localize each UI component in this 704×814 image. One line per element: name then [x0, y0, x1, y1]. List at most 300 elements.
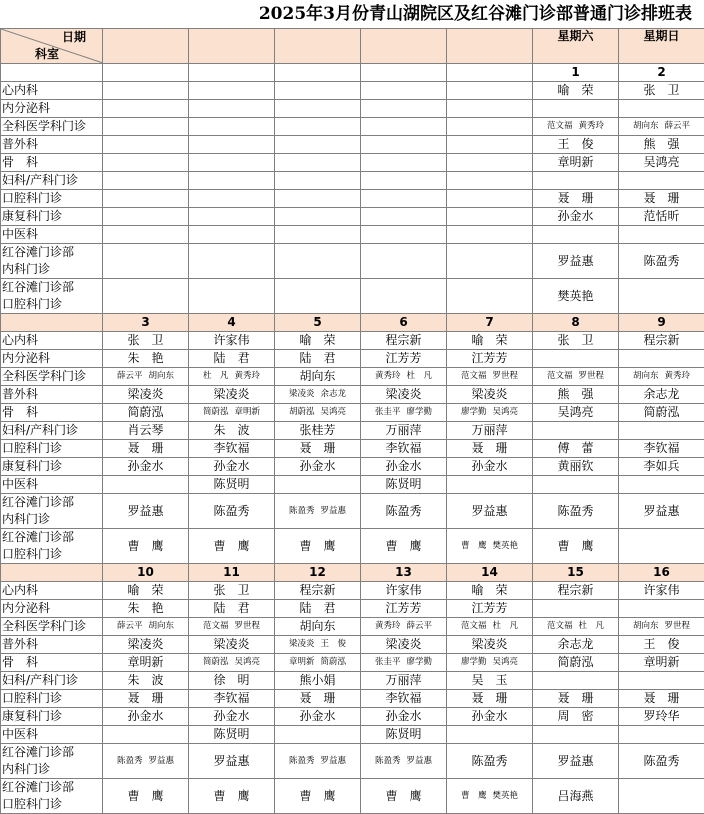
- schedule-cell: [533, 476, 619, 494]
- schedule-cell: 罗益惠: [447, 494, 533, 529]
- department-label: 中医科: [1, 726, 103, 744]
- schedule-cell: [189, 244, 275, 279]
- schedule-cell: [619, 672, 704, 690]
- schedule-cell: 聂 珊: [447, 690, 533, 708]
- schedule-cell: 胡向东: [275, 618, 361, 636]
- doctor-name: 罗世程: [665, 619, 691, 634]
- schedule-cell: [447, 726, 533, 744]
- date-number: 7: [447, 314, 533, 332]
- schedule-cell: [619, 100, 704, 118]
- schedule-cell: 傅 蕾: [533, 440, 619, 458]
- schedule-cell: 陈贤明: [189, 476, 275, 494]
- schedule-cell: 曹 鹰: [361, 529, 447, 564]
- department-label: 红谷滩门诊部 内科门诊: [1, 744, 103, 779]
- date-row-label: [1, 564, 103, 582]
- schedule-cell: 李钦福: [361, 440, 447, 458]
- department-label: 口腔科门诊: [1, 690, 103, 708]
- schedule-cell: [619, 172, 704, 190]
- schedule-cell: 梁凌炎: [103, 636, 189, 654]
- schedule-cell: 吴鸿亮: [533, 404, 619, 422]
- schedule-cell: [189, 618, 275, 636]
- table-row: [1, 476, 704, 494]
- table-row: [1, 726, 704, 744]
- schedule-cell: [275, 172, 361, 190]
- table-row: [1, 458, 704, 476]
- doctor-name: 薛云平: [665, 119, 691, 134]
- doctor-name: 范文福: [547, 369, 573, 384]
- schedule-cell: 万丽萍: [361, 672, 447, 690]
- schedule-cell: [447, 154, 533, 172]
- schedule-cell: [103, 118, 189, 136]
- schedule-cell: 聂 珊: [619, 190, 704, 208]
- schedule-cell: [447, 618, 533, 636]
- doctor-name: 曹 鹰: [461, 539, 487, 554]
- schedule-cell: 万丽萍: [447, 422, 533, 440]
- schedule-cell: [619, 529, 704, 564]
- doctor-name: 吴鸿亮: [321, 405, 347, 420]
- schedule-cell: 简蔚泓: [619, 404, 704, 422]
- doctor-name: 范文福: [203, 619, 229, 634]
- schedule-cell: [103, 744, 189, 779]
- schedule-cell: [361, 100, 447, 118]
- schedule-cell: [103, 154, 189, 172]
- schedule-cell: 聂 珊: [619, 690, 704, 708]
- weekday-cell: [103, 29, 189, 64]
- schedule-cell: [103, 136, 189, 154]
- weekday-cell: [447, 29, 533, 64]
- schedule-cell: 曹 鹰: [103, 779, 189, 814]
- schedule-cell: [103, 244, 189, 279]
- schedule-cell: [447, 529, 533, 564]
- schedule-cell: [275, 386, 361, 404]
- doctor-name: 黄秀玲: [375, 619, 401, 634]
- doctor-name: 章明新: [289, 655, 315, 670]
- schedule-cell: 简蔚泓: [103, 404, 189, 422]
- schedule-cell: [275, 279, 361, 314]
- doctor-name: 廖学勤: [461, 405, 487, 420]
- schedule-cell: [275, 654, 361, 672]
- schedule-cell: [275, 190, 361, 208]
- schedule-cell: 章明新: [619, 654, 704, 672]
- schedule-cell: [189, 404, 275, 422]
- doctor-name: 杜 凡: [203, 369, 229, 384]
- schedule-cell: 曹 鹰: [189, 529, 275, 564]
- table-row: [1, 279, 704, 314]
- schedule-cell: [103, 190, 189, 208]
- schedule-cell: 聂 珊: [103, 440, 189, 458]
- doctor-name: 廖学勤: [407, 655, 433, 670]
- doctor-name: 陈盈秀: [117, 754, 143, 769]
- schedule-cell: [361, 404, 447, 422]
- schedule-cell: [103, 618, 189, 636]
- doctor-name: 陈盈秀: [289, 504, 315, 519]
- department-label: 中医科: [1, 226, 103, 244]
- department-label: 内分泌科: [1, 350, 103, 368]
- schedule-cell: 孙金水: [275, 708, 361, 726]
- schedule-cell: 陈盈秀: [447, 744, 533, 779]
- doctor-name: 胡向东: [633, 369, 659, 384]
- schedule-cell: 陈贤明: [189, 726, 275, 744]
- schedule-cell: 王 俊: [533, 136, 619, 154]
- schedule-cell: 陈盈秀: [619, 744, 704, 779]
- date-number: 16: [619, 564, 704, 582]
- schedule-cell: [275, 82, 361, 100]
- schedule-cell: 孙金水: [103, 708, 189, 726]
- schedule-cell: 肖云琴: [103, 422, 189, 440]
- schedule-cell: 孙金水: [103, 458, 189, 476]
- doctor-name: 罗世程: [493, 369, 519, 384]
- date-number: [189, 64, 275, 82]
- schedule-cell: 朱 艳: [103, 600, 189, 618]
- schedule-cell: [103, 279, 189, 314]
- date-row: [1, 564, 704, 582]
- doctor-name: 罗益惠: [321, 754, 347, 769]
- doctor-name: 胡向东: [149, 369, 175, 384]
- doctor-name: 陈盈秀: [289, 754, 315, 769]
- doctor-name: 张圭平: [375, 405, 401, 420]
- table-row: [1, 529, 704, 564]
- schedule-cell: 程宗新: [361, 332, 447, 350]
- schedule-cell: 李钦福: [189, 690, 275, 708]
- schedule-cell: 梁凌炎: [361, 636, 447, 654]
- schedule-cell: 梁凌炎: [447, 636, 533, 654]
- schedule-cell: 孙金水: [447, 458, 533, 476]
- department-label: 骨 科: [1, 654, 103, 672]
- schedule-cell: 孙金水: [533, 208, 619, 226]
- schedule-cell: 朱 艳: [103, 350, 189, 368]
- doctor-name: 薛云平: [117, 619, 143, 634]
- date-number: 15: [533, 564, 619, 582]
- schedule-cell: 罗玲华: [619, 708, 704, 726]
- doctor-name: 胡向东: [149, 619, 175, 634]
- schedule-cell: [361, 190, 447, 208]
- schedule-cell: [103, 208, 189, 226]
- date-number: 3: [103, 314, 189, 332]
- schedule-cell: [189, 118, 275, 136]
- doctor-name: 范文福: [461, 619, 487, 634]
- schedule-cell: [275, 118, 361, 136]
- department-label: 全科医学科门诊: [1, 118, 103, 136]
- schedule-cell: [103, 368, 189, 386]
- doctor-name: 杜 凡: [407, 369, 433, 384]
- schedule-cell: [619, 618, 704, 636]
- table-row: [1, 672, 704, 690]
- schedule-cell: 罗益惠: [533, 244, 619, 279]
- schedule-cell: 孙金水: [275, 458, 361, 476]
- date-number: [447, 64, 533, 82]
- date-number: 10: [103, 564, 189, 582]
- table-row: [1, 744, 704, 779]
- schedule-cell: 胡向东: [275, 368, 361, 386]
- department-label: 全科医学科门诊: [1, 618, 103, 636]
- department-label: 骨 科: [1, 154, 103, 172]
- department-label: 妇科/产科门诊: [1, 172, 103, 190]
- schedule-cell: 张 卫: [189, 582, 275, 600]
- schedule-cell: 孙金水: [189, 708, 275, 726]
- schedule-cell: [275, 154, 361, 172]
- doctor-name: 罗益惠: [407, 754, 433, 769]
- schedule-cell: 聂 珊: [275, 440, 361, 458]
- schedule-cell: [361, 618, 447, 636]
- schedule-cell: 陈盈秀: [361, 494, 447, 529]
- doctor-name: 黄秀玲: [375, 369, 401, 384]
- schedule-cell: [275, 476, 361, 494]
- date-row-label: [1, 314, 103, 332]
- table-row: [1, 386, 704, 404]
- schedule-cell: [361, 208, 447, 226]
- doctor-name: 范文福: [461, 369, 487, 384]
- schedule-cell: 李钦福: [189, 440, 275, 458]
- schedule-cell: [619, 279, 704, 314]
- doctor-name: 梁凌炎: [289, 637, 315, 652]
- table-row: [1, 708, 704, 726]
- schedule-cell: [619, 779, 704, 814]
- schedule-cell: 陆 君: [189, 600, 275, 618]
- schedule-cell: 吴 玉: [447, 672, 533, 690]
- header-row: [1, 29, 704, 64]
- schedule-cell: 吕海燕: [533, 779, 619, 814]
- doctor-name: 张圭平: [375, 655, 401, 670]
- schedule-cell: 朱 波: [189, 422, 275, 440]
- schedule-cell: [275, 636, 361, 654]
- schedule-cell: [447, 100, 533, 118]
- schedule-cell: [361, 118, 447, 136]
- schedule-cell: 梁凌炎: [447, 386, 533, 404]
- schedule-cell: [447, 136, 533, 154]
- doctor-name: 胡向东: [633, 619, 659, 634]
- doctor-name: 罗益惠: [149, 754, 175, 769]
- doctor-name: 薛云平: [407, 619, 433, 634]
- schedule-cell: 程宗新: [275, 582, 361, 600]
- department-label: 红谷滩门诊部 口腔科门诊: [1, 529, 103, 564]
- schedule-cell: 张桂芳: [275, 422, 361, 440]
- date-number: [361, 64, 447, 82]
- schedule-cell: [447, 404, 533, 422]
- schedule-cell: [275, 744, 361, 779]
- schedule-cell: 陈盈秀: [189, 494, 275, 529]
- doctor-name: 余志龙: [321, 387, 347, 402]
- schedule-cell: 孙金水: [189, 458, 275, 476]
- table-row: [1, 244, 704, 279]
- schedule-cell: [361, 82, 447, 100]
- doctor-name: 简蔚泓: [203, 655, 229, 670]
- date-number: 14: [447, 564, 533, 582]
- date-number: 11: [189, 564, 275, 582]
- schedule-cell: 梁凌炎: [103, 386, 189, 404]
- date-label: 日期: [62, 30, 86, 45]
- schedule-cell: 章明新: [103, 654, 189, 672]
- schedule-cell: [619, 600, 704, 618]
- department-label: 普外科: [1, 386, 103, 404]
- schedule-cell: [189, 279, 275, 314]
- schedule-cell: [189, 154, 275, 172]
- schedule-cell: [619, 118, 704, 136]
- schedule-cell: 曹 鹰: [275, 779, 361, 814]
- doctor-name: 陈盈秀: [375, 754, 401, 769]
- schedule-cell: 熊小娟: [275, 672, 361, 690]
- doctor-name: 曹 鹰: [461, 789, 487, 804]
- doctor-name: 简蔚泓: [203, 405, 229, 420]
- schedule-cell: [533, 726, 619, 744]
- date-number: 1: [533, 64, 619, 82]
- schedule-cell: [447, 118, 533, 136]
- weekday-cell: 星期日: [619, 29, 704, 64]
- date-number: 2: [619, 64, 704, 82]
- schedule-cell: 陆 君: [275, 600, 361, 618]
- table-row: [1, 636, 704, 654]
- schedule-cell: 江芳芳: [447, 350, 533, 368]
- department-label: 康复科门诊: [1, 708, 103, 726]
- schedule-cell: [189, 82, 275, 100]
- schedule-cell: [533, 100, 619, 118]
- schedule-cell: 罗益惠: [533, 744, 619, 779]
- schedule-cell: [619, 422, 704, 440]
- schedule-cell: 孙金水: [361, 708, 447, 726]
- schedule-cell: [447, 654, 533, 672]
- date-number: 12: [275, 564, 361, 582]
- schedule-cell: 聂 珊: [447, 440, 533, 458]
- schedule-cell: 陈贤明: [361, 726, 447, 744]
- schedule-cell: 聂 珊: [533, 190, 619, 208]
- doctor-name: 廖学勤: [407, 405, 433, 420]
- schedule-cell: 黄丽钦: [533, 458, 619, 476]
- schedule-cell: [361, 154, 447, 172]
- schedule-cell: 孙金水: [447, 708, 533, 726]
- schedule-cell: 张 卫: [619, 82, 704, 100]
- schedule-cell: [447, 476, 533, 494]
- doctor-name: 胡向东: [633, 119, 659, 134]
- date-number: 13: [361, 564, 447, 582]
- table-row: [1, 100, 704, 118]
- schedule-cell: [619, 368, 704, 386]
- table-row: [1, 82, 704, 100]
- date-dept-corner: [1, 29, 103, 64]
- schedule-cell: [533, 422, 619, 440]
- schedule-cell: 喻 荣: [447, 332, 533, 350]
- date-row: [1, 64, 704, 82]
- schedule-cell: 聂 珊: [103, 690, 189, 708]
- table-row: [1, 368, 704, 386]
- schedule-cell: 曹 鹰: [361, 779, 447, 814]
- doctor-name: 罗世程: [579, 369, 605, 384]
- schedule-cell: [189, 208, 275, 226]
- schedule-cell: 梁凌炎: [189, 636, 275, 654]
- schedule-cell: [275, 100, 361, 118]
- schedule-cell: [361, 279, 447, 314]
- schedule-cell: 聂 珊: [533, 690, 619, 708]
- schedule-cell: [619, 226, 704, 244]
- schedule-cell: 余志龙: [533, 636, 619, 654]
- table-row: [1, 494, 704, 529]
- schedule-cell: 万丽萍: [361, 422, 447, 440]
- table-row: [1, 440, 704, 458]
- doctor-name: 廖学勤: [461, 655, 487, 670]
- schedule-cell: [533, 118, 619, 136]
- schedule-cell: [189, 654, 275, 672]
- date-number: 6: [361, 314, 447, 332]
- schedule-cell: 樊英艳: [533, 279, 619, 314]
- schedule-cell: [533, 600, 619, 618]
- table-row: [1, 654, 704, 672]
- schedule-cell: [275, 404, 361, 422]
- doctor-name: 樊英艳: [493, 789, 519, 804]
- schedule-cell: 曹 鹰: [533, 529, 619, 564]
- schedule-cell: [361, 244, 447, 279]
- schedule-cell: [447, 226, 533, 244]
- schedule-cell: 陆 君: [275, 350, 361, 368]
- schedule-cell: [189, 136, 275, 154]
- department-label: 全科医学科门诊: [1, 368, 103, 386]
- schedule-cell: [189, 368, 275, 386]
- schedule-cell: 聂 珊: [275, 690, 361, 708]
- schedule-cell: 罗益惠: [103, 494, 189, 529]
- schedule-table: [0, 28, 704, 814]
- department-label: 红谷滩门诊部 内科门诊: [1, 244, 103, 279]
- schedule-cell: [447, 82, 533, 100]
- weekday-cell: 星期六: [533, 29, 619, 64]
- schedule-cell: [447, 208, 533, 226]
- department-label: 内分泌科: [1, 600, 103, 618]
- doctor-name: 吴鸿亮: [493, 655, 519, 670]
- schedule-cell: [275, 208, 361, 226]
- doctor-name: 梁凌炎: [289, 387, 315, 402]
- schedule-cell: 曹 鹰: [189, 779, 275, 814]
- doctor-name: 杜 凡: [493, 619, 519, 634]
- schedule-cell: [361, 744, 447, 779]
- table-row: [1, 226, 704, 244]
- schedule-cell: 章明新: [533, 154, 619, 172]
- schedule-cell: 李钦福: [361, 690, 447, 708]
- table-row: [1, 332, 704, 350]
- schedule-cell: [619, 476, 704, 494]
- schedule-cell: 熊 强: [619, 136, 704, 154]
- table-row: [1, 690, 704, 708]
- department-label: 骨 科: [1, 404, 103, 422]
- schedule-cell: [619, 726, 704, 744]
- date-number: [275, 64, 361, 82]
- schedule-cell: 江芳芳: [361, 350, 447, 368]
- schedule-cell: 喻 荣: [275, 332, 361, 350]
- department-label: 中医科: [1, 476, 103, 494]
- doctor-name: 王 俊: [321, 637, 347, 652]
- table-row: [1, 118, 704, 136]
- schedule-cell: [361, 654, 447, 672]
- doctor-name: 樊英艳: [493, 539, 519, 554]
- schedule-cell: [533, 172, 619, 190]
- department-label: 内分泌科: [1, 100, 103, 118]
- table-row: [1, 136, 704, 154]
- schedule-cell: [533, 618, 619, 636]
- department-label: 妇科/产科门诊: [1, 422, 103, 440]
- doctor-name: 章明新: [235, 405, 261, 420]
- weekday-cell: [189, 29, 275, 64]
- doctor-name: 吴鸿亮: [235, 655, 261, 670]
- doctor-name: 薛云平: [117, 369, 143, 384]
- table-row: [1, 350, 704, 368]
- schedule-cell: 陈盈秀: [533, 494, 619, 529]
- doctor-name: 罗世程: [235, 619, 261, 634]
- schedule-cell: [275, 226, 361, 244]
- schedule-cell: 徐 明: [189, 672, 275, 690]
- department-label: 心内科: [1, 332, 103, 350]
- schedule-cell: 范恬昕: [619, 208, 704, 226]
- schedule-cell: [533, 350, 619, 368]
- date-number: [103, 64, 189, 82]
- schedule-cell: 孙金水: [361, 458, 447, 476]
- schedule-cell: [447, 190, 533, 208]
- department-label: 心内科: [1, 582, 103, 600]
- date-row-label: [1, 64, 103, 82]
